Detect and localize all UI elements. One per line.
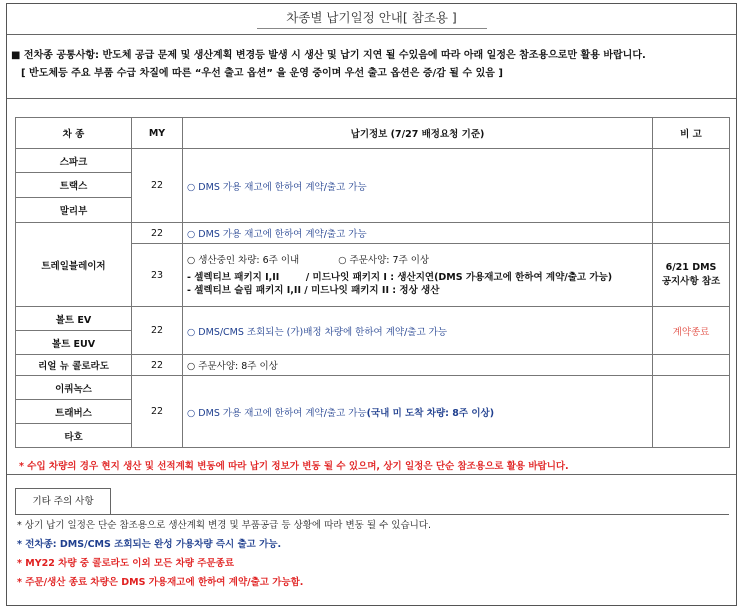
header-my: MY	[132, 118, 183, 149]
model-trailblazer: 트레일블레이저	[16, 223, 132, 307]
divider	[7, 98, 736, 99]
etc-heading: 기타 주의 사항	[15, 488, 111, 515]
my-cell: 22	[132, 223, 183, 244]
info-order-spec: ○ 주문사양: 7주 이상	[338, 254, 430, 266]
title-underline	[257, 28, 487, 29]
etc-item: * 전차종: DMS/CMS 조회되는 완성 가용차량 즉시 출고 가능.	[17, 539, 282, 550]
my-cell: 23	[132, 244, 183, 307]
etc-item: * 주문/생산 종료 차량은 DMS 가용재고에 한하여 계약/출고 가능함.	[17, 577, 304, 588]
model-malibu: 말리부	[16, 198, 132, 223]
model-colorado: 리얼 뉴 콜로라도	[16, 355, 132, 376]
remark-line: 6/21 DMS	[665, 262, 717, 273]
import-warning: * 수입 차량의 경우 현지 생산 및 선적계획 변동에 따라 납기 정보가 변동 될 수 있으며, 상기 일정은 단순 참조용으로 활용 바랍니다.	[19, 461, 569, 472]
header-delivery-info: 납기정보 (7/27 배정요청 기준)	[183, 118, 653, 149]
etc-item: * MY22 차량 중 콜로라도 이외 모든 차량 주문종료	[17, 558, 234, 569]
page-title: 차종별 납기일정 안내[ 참조용 ]	[286, 10, 457, 25]
info-package-normal: - 셀렉티브 슬림 패키지 I,II / 미드나잇 패키지 II : 정상 생산	[187, 284, 440, 296]
remark-line: 공지사항 참조	[661, 276, 721, 287]
table-row	[16, 149, 730, 173]
etc-underline	[111, 514, 729, 515]
delivery-schedule-table	[15, 117, 730, 448]
document-frame	[6, 3, 737, 606]
common-notice: ■ 전차종 공통사항: 반도체 공급 문제 및 생산계획 변경등 발생 시 생산 및 납기 지연 될 수있음에 따라 아래 일정은 참조용으로만 활용 바랍니다.	[11, 50, 646, 61]
remark-cell	[653, 376, 730, 448]
info-package-delay: - 셀렉티브 패키지 I,II / 미드나잇 패키지 I : 생산지연(DMS 가용재고에 한하여 계약/출고 가능)	[187, 271, 613, 283]
divider	[7, 34, 736, 35]
my-cell: 22	[132, 149, 183, 223]
delivery-info	[183, 376, 653, 448]
info-text: ○ DMS 가용 재고에 한하여 계약/출고 가능	[187, 407, 367, 419]
delivery-info: ○ 주문사양: 8주 이상	[183, 355, 653, 376]
model-equinox: 이쿼녹스	[16, 376, 132, 400]
etc-item: * 상기 납기 일정은 단순 참조용으로 생산계획 변경 및 부품공급 등 상황에 따라 변동 될 수 있습니다.	[17, 520, 431, 531]
info-in-production: ○ 생산중인 차량: 6주 이내	[187, 254, 300, 266]
remark-cell	[653, 355, 730, 376]
remark-cell	[653, 223, 730, 244]
table-row	[16, 307, 730, 331]
info-not-arrived: (국내 미 도착 차량: 8주 이상)	[366, 407, 495, 419]
model-trax: 트랙스	[16, 173, 132, 198]
my-cell: 22	[132, 376, 183, 448]
divider	[7, 474, 736, 475]
remark-dms-notice	[653, 244, 730, 307]
delivery-info: ○ DMS 가용 재고에 한하여 계약/출고 가능	[183, 223, 653, 244]
remark-contract-ended: 계약종료	[653, 307, 730, 355]
model-spark: 스파크	[16, 149, 132, 173]
delivery-info: ○ DMS/CMS 조회되는 (가)배정 차량에 한하여 계약/출고 가능	[183, 307, 653, 355]
my-cell: 22	[132, 307, 183, 355]
model-traverse: 트래버스	[16, 400, 132, 424]
header-model: 차 종	[16, 118, 132, 149]
delivery-info	[183, 244, 653, 307]
table-header-row	[16, 118, 730, 149]
table-row	[16, 223, 730, 244]
model-tahoe: 타호	[16, 424, 132, 448]
header-remarks: 비 고	[653, 118, 730, 149]
table-row	[16, 355, 730, 376]
delivery-info: ○ DMS 가용 재고에 한하여 계약/출고 가능	[183, 149, 653, 223]
table-row	[16, 376, 730, 400]
model-bolt-ev: 볼트 EV	[16, 307, 132, 331]
remark-cell	[653, 149, 730, 223]
priority-option-notice: [ 반도체등 주요 부품 수급 차질에 따른 “우선 출고 옵션” 을 운영 중이며 우선 출고 옵션은 증/감 될 수 있음 ]	[21, 68, 503, 79]
my-cell: 22	[132, 355, 183, 376]
model-bolt-euv: 볼트 EUV	[16, 331, 132, 355]
